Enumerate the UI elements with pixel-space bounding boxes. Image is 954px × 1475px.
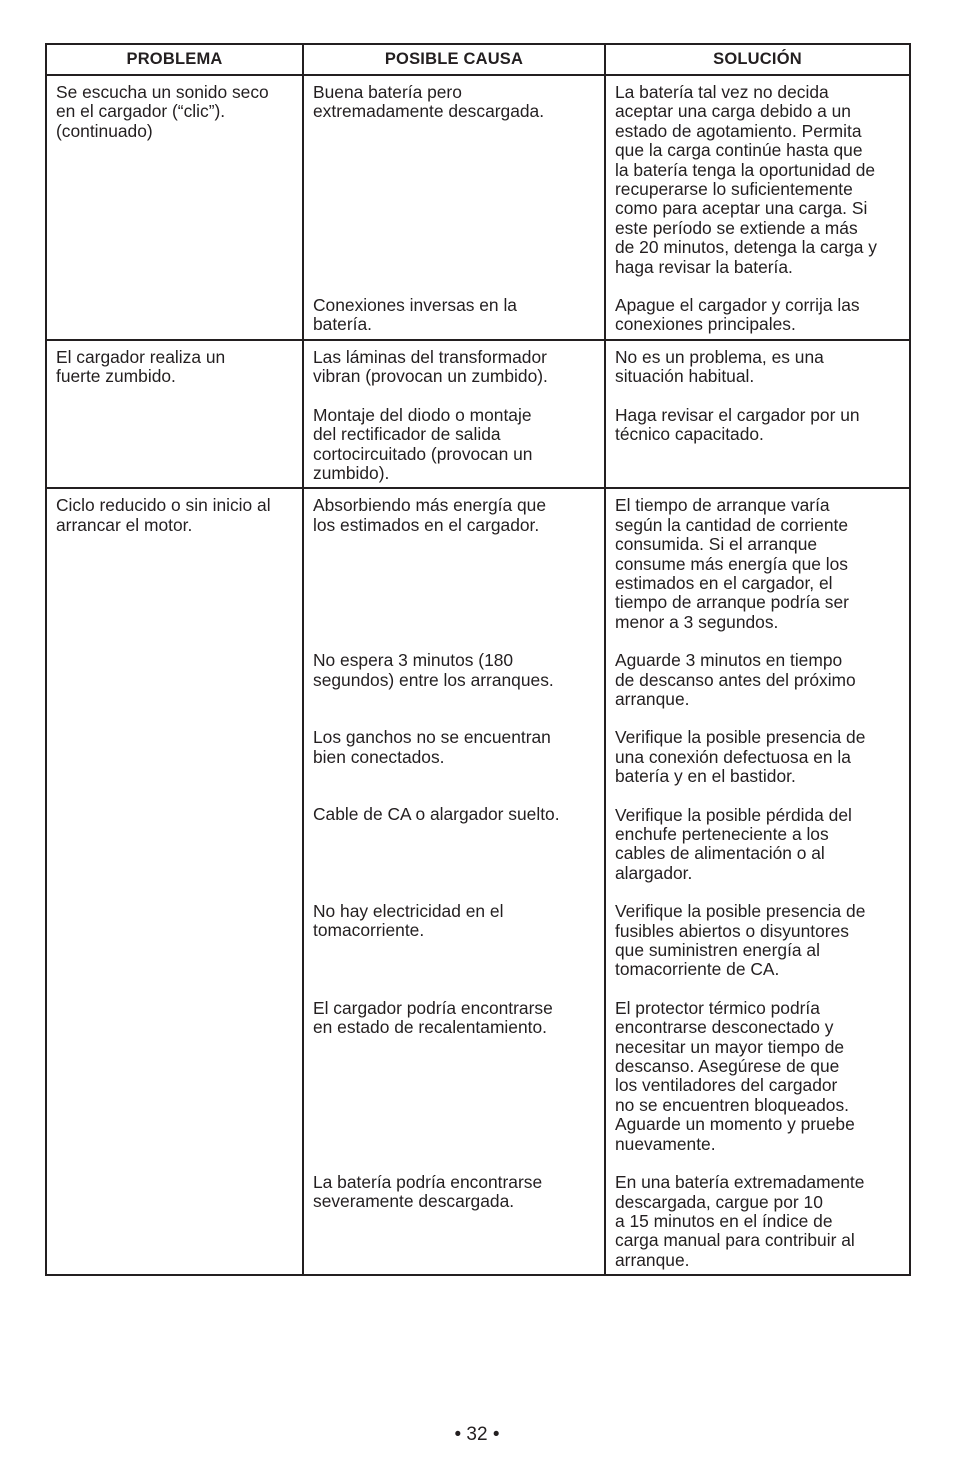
solution-line: estado de agotamiento. Permita bbox=[615, 120, 862, 141]
cause-cell bbox=[303, 340, 605, 488]
solution-line: nuevamente. bbox=[615, 1133, 716, 1154]
solution-line: este período se extiende a más bbox=[615, 217, 858, 238]
cause-cell bbox=[303, 488, 605, 1275]
solution-line: alargador. bbox=[615, 862, 693, 883]
cause-text bbox=[313, 651, 598, 709]
solution-line: carga manual para contribuir al bbox=[615, 1230, 855, 1251]
solution-text bbox=[615, 296, 903, 335]
solution-line: arranque. bbox=[615, 688, 690, 709]
header-problem: PROBLEMA bbox=[46, 44, 303, 75]
solution-line: técnico capacitado. bbox=[615, 424, 764, 445]
solution-line: estimados en el cargador, el bbox=[615, 572, 833, 593]
cause-line: Cable de CA o alargador suelto. bbox=[313, 804, 560, 825]
solution-text bbox=[615, 348, 903, 387]
solution-line: El protector térmico podría bbox=[615, 997, 820, 1018]
problem-line: Ciclo reducido o sin inicio al bbox=[56, 495, 271, 516]
solution-line: arranque. bbox=[615, 1249, 690, 1270]
solution-line: Verifique la posible presencia de bbox=[615, 901, 866, 922]
problem-line: fuerte zumbido. bbox=[56, 366, 176, 387]
problem-line: El cargador realiza un bbox=[56, 346, 226, 367]
problem-line: en el cargador (“clic”). bbox=[56, 101, 226, 122]
solution-line: según la cantidad de corriente bbox=[615, 514, 848, 535]
cause-line: en estado de recalentamiento. bbox=[313, 1017, 547, 1038]
solution-line: a 15 minutos en el índice de bbox=[615, 1210, 833, 1231]
solution-cell bbox=[605, 488, 910, 1275]
cause-line: zumbido). bbox=[313, 462, 390, 483]
solution-text bbox=[615, 999, 903, 1154]
cause-line: La batería podría encontrarse bbox=[313, 1171, 543, 1192]
solution-text bbox=[615, 1173, 903, 1270]
solution-line: recuperarse lo suficientemente bbox=[615, 179, 853, 200]
cause-line: los estimados en el cargador. bbox=[313, 514, 540, 535]
cause-line: Los ganchos no se encuentran bbox=[313, 727, 551, 748]
solution-line: los ventiladores del cargador bbox=[615, 1075, 838, 1096]
problem-cell bbox=[46, 340, 303, 488]
solution-line: la batería tenga la oportunidad de bbox=[615, 159, 876, 180]
solution-line: tomacorriente de CA. bbox=[615, 959, 780, 980]
solution-line: no se encuentren bloqueados. bbox=[615, 1094, 849, 1115]
solution-line: La batería tal vez no decida bbox=[615, 82, 829, 102]
troubleshooting-table bbox=[45, 43, 911, 1276]
problem-text bbox=[56, 83, 296, 141]
solution-line: tiempo de arranque podría ser bbox=[615, 592, 849, 613]
cause-line: vibran (provocan un zumbido). bbox=[313, 366, 548, 387]
solution-line: aceptar una carga debido a un bbox=[615, 101, 851, 122]
cause-line: del rectificador de salida bbox=[313, 424, 501, 445]
solution-text bbox=[615, 728, 903, 786]
cause-line: No hay electricidad en el bbox=[313, 901, 504, 922]
solution-cell bbox=[605, 340, 910, 488]
problem-line: (continuado) bbox=[56, 120, 153, 141]
cause-line: batería. bbox=[313, 314, 372, 335]
cause-text bbox=[313, 83, 598, 277]
header-cause: POSIBLE CAUSA bbox=[303, 44, 605, 75]
solution-line: Verifique la posible pérdida del bbox=[615, 804, 852, 825]
cause-line: El cargador podría encontrarse bbox=[313, 997, 553, 1018]
solution-line: necesitar un mayor tiempo de bbox=[615, 1036, 845, 1057]
solution-text bbox=[615, 406, 903, 484]
solution-line: En una batería extremadamente bbox=[615, 1172, 865, 1193]
cause-line: Montaje del diodo o montaje bbox=[313, 404, 532, 425]
solution-text bbox=[615, 496, 903, 632]
cause-line: bien conectados. bbox=[313, 746, 445, 767]
header-row bbox=[46, 44, 910, 75]
solution-line: El tiempo de arranque varía bbox=[615, 495, 830, 516]
solution-line: consumida. Si el arranque bbox=[615, 534, 818, 555]
solution-text bbox=[615, 806, 903, 884]
problem-text bbox=[56, 496, 296, 535]
solution-line: de descanso antes del próximo bbox=[615, 669, 856, 690]
problem-text bbox=[56, 348, 296, 387]
table-row bbox=[46, 488, 910, 1275]
problem-cell bbox=[46, 488, 303, 1275]
problem-cell bbox=[46, 75, 303, 340]
cause-text bbox=[313, 1173, 598, 1270]
table-row bbox=[46, 75, 910, 340]
solution-text bbox=[615, 83, 903, 277]
cause-line: Absorbiendo más energía que bbox=[313, 495, 546, 516]
cause-line: severamente descargada. bbox=[313, 1191, 515, 1212]
solution-line: enchufe perteneciente a los bbox=[615, 824, 829, 844]
solution-line: consume más energía que los bbox=[615, 553, 848, 574]
solution-line: Aguarde 3 minutos en tiempo bbox=[615, 650, 843, 671]
cause-line: Buena batería pero bbox=[313, 82, 462, 102]
solution-line: batería y en el bastidor. bbox=[615, 766, 796, 787]
solution-line: encontrarse desconectado y bbox=[615, 1017, 834, 1038]
problem-line: arrancar el motor. bbox=[56, 514, 193, 535]
table-row bbox=[46, 340, 910, 488]
cause-text bbox=[313, 496, 598, 632]
cause-line: segundos) entre los arranques. bbox=[313, 669, 554, 690]
solution-line: Haga revisar el cargador por un bbox=[615, 404, 860, 425]
solution-cell bbox=[605, 75, 910, 340]
solution-line: como para aceptar una carga. Si bbox=[615, 198, 868, 219]
cause-text bbox=[313, 296, 598, 335]
solution-line: No es un problema, es una bbox=[615, 346, 824, 367]
solution-line: Apague el cargador y corrija las bbox=[615, 295, 860, 316]
solution-line: de 20 minutos, detenga la carga y bbox=[615, 237, 877, 258]
solution-line: fusibles abiertos o disyuntores bbox=[615, 920, 849, 941]
header-solution: SOLUCIÓN bbox=[605, 44, 910, 75]
cause-line: tomacorriente. bbox=[313, 920, 425, 941]
solution-line: situación habitual. bbox=[615, 366, 755, 387]
solution-text bbox=[615, 651, 903, 709]
cause-line: Conexiones inversas en la bbox=[313, 295, 517, 315]
solution-line: descargada, cargue por 10 bbox=[615, 1191, 823, 1212]
cause-line: Las láminas del transformador bbox=[313, 346, 547, 367]
solution-line: descanso. Asegúrese de que bbox=[615, 1056, 840, 1077]
cause-text bbox=[313, 805, 598, 883]
solution-line: que suministren energía al bbox=[615, 940, 820, 961]
solution-line: una conexión defectuosa en la bbox=[615, 746, 851, 767]
problem-line: Se escucha un sonido seco bbox=[56, 82, 269, 102]
cause-line: cortocircuitado (provocan un bbox=[313, 443, 533, 464]
solution-line: Verifique la posible presencia de bbox=[615, 727, 866, 748]
table-header bbox=[46, 44, 910, 75]
cause-text bbox=[313, 406, 598, 484]
table-body bbox=[46, 75, 910, 1275]
solution-line: Aguarde un momento y pruebe bbox=[615, 1114, 855, 1135]
cause-line: No espera 3 minutos (180 bbox=[313, 650, 514, 671]
cause-cell bbox=[303, 75, 605, 340]
solution-line: haga revisar la batería. bbox=[615, 256, 793, 277]
cause-text bbox=[313, 348, 598, 387]
cause-text bbox=[313, 728, 598, 786]
cause-text bbox=[313, 999, 598, 1154]
solution-line: menor a 3 segundos. bbox=[615, 611, 779, 632]
solution-text bbox=[615, 902, 903, 980]
cause-line: extremadamente descargada. bbox=[313, 101, 545, 122]
cause-text bbox=[313, 902, 598, 980]
solution-line: que la carga continúe hasta que bbox=[615, 140, 863, 161]
solution-line: cables de alimentación o al bbox=[615, 843, 825, 864]
solution-line: conexiones principales. bbox=[615, 314, 796, 335]
page-number: • 32 • bbox=[454, 1424, 500, 1445]
